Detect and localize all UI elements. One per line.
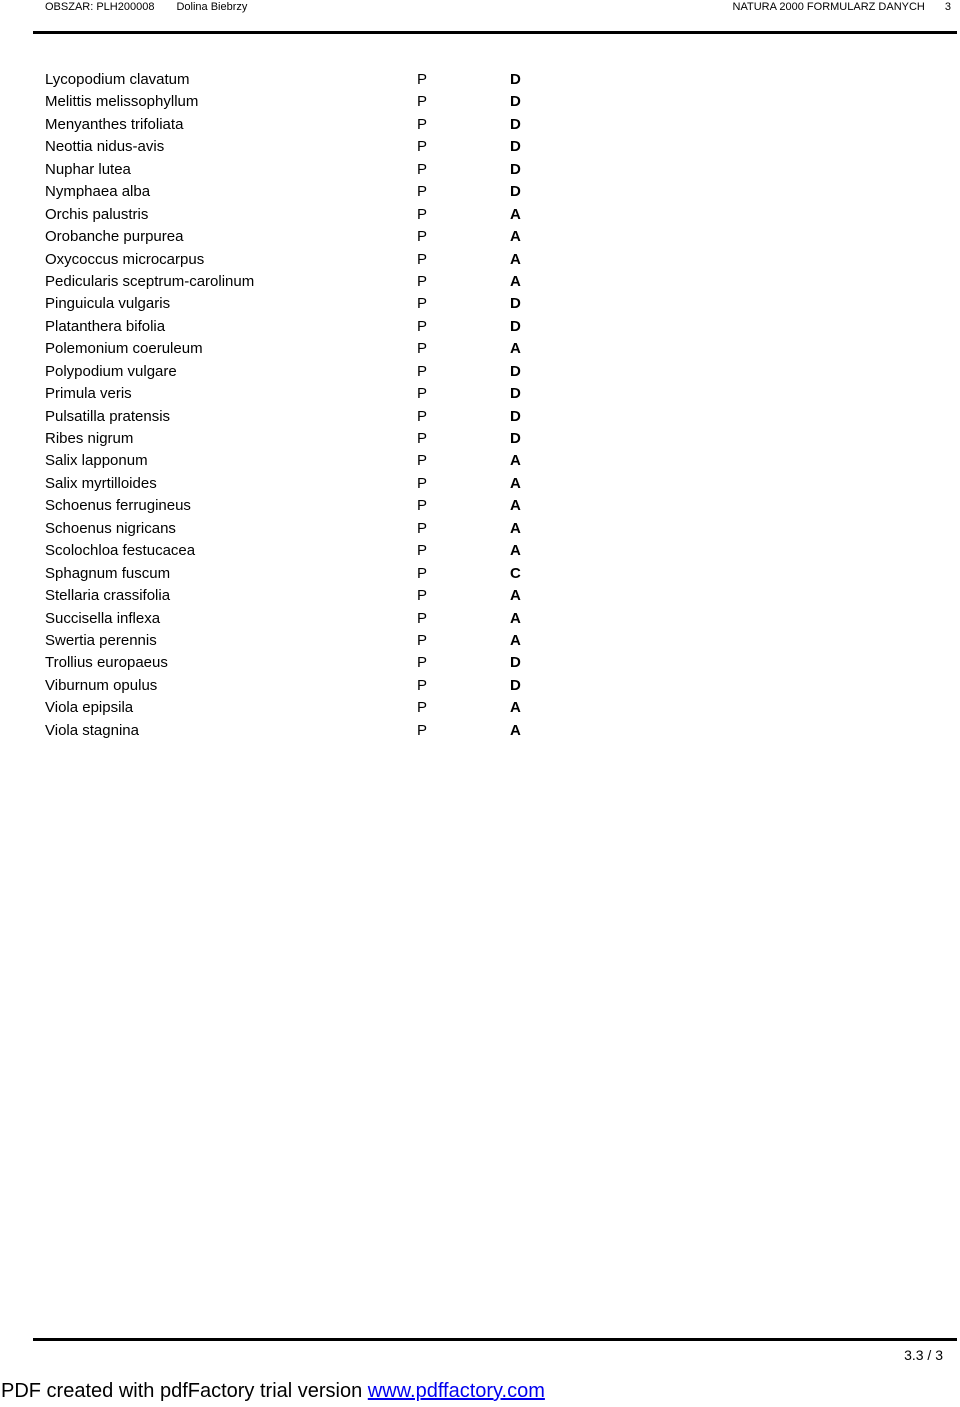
species-name: Lycopodium clavatum — [45, 71, 190, 88]
population-type: P — [417, 228, 428, 246]
population-type: P — [417, 250, 428, 268]
species-name: Sphagnum fuscum — [45, 564, 171, 582]
grade-value: D — [510, 160, 521, 178]
grade-value: A — [510, 272, 521, 290]
grade-value: D — [510, 362, 521, 380]
header-right — [733, 0, 951, 14]
species-name: Schoenus nigricans — [45, 519, 176, 537]
population-type: P — [417, 452, 428, 470]
population-type: P — [417, 362, 428, 380]
header-page-number: 3 — [944, 1, 951, 13]
species-name: Pedicularis sceptrum-carolinum — [45, 272, 255, 290]
grade-value: A — [510, 205, 521, 223]
population-type: P — [417, 385, 428, 403]
population-type: P — [417, 676, 428, 694]
species-name: Polypodium vulgare — [45, 362, 177, 380]
grade-value: A — [510, 542, 521, 560]
species-name: Salix lapponum — [45, 452, 148, 470]
population-type: P — [417, 407, 428, 425]
population-type: P — [417, 160, 428, 178]
population-type: P — [417, 609, 428, 627]
header-left — [45, 0, 247, 14]
grade-value: A — [510, 519, 521, 537]
species-name: Viburnum opulus — [45, 676, 158, 694]
species-name: Viola epipsila — [45, 699, 134, 717]
species-name: Schoenus ferrugineus — [45, 497, 191, 515]
grade-value: D — [510, 430, 521, 447]
grade-value: D — [510, 93, 521, 111]
grade-value: A — [510, 340, 521, 358]
population-type: P — [417, 699, 428, 717]
species-name: Oxycoccus microcarpus — [45, 250, 205, 268]
species-name: Menyanthes trifoliata — [45, 115, 184, 133]
population-type: P — [417, 519, 428, 537]
population-type: P — [417, 205, 428, 223]
species-name: Orchis palustris — [45, 205, 149, 223]
population-type: P — [417, 587, 428, 605]
population-type: P — [417, 721, 428, 739]
species-name: Swertia perennis — [45, 631, 157, 649]
population-type: P — [417, 497, 428, 515]
population-type: P — [417, 631, 428, 649]
grade-value: D — [510, 138, 521, 156]
species-name: Viola stagnina — [45, 721, 139, 739]
population-type: P — [417, 93, 428, 111]
species-name: Trollius europaeus — [45, 654, 168, 672]
population-type: P — [417, 340, 428, 358]
grade-value: D — [510, 71, 521, 88]
species-name: Scolochloa festucacea — [45, 542, 196, 560]
species-name: Orobanche purpurea — [45, 228, 184, 246]
grade-value: A — [510, 228, 521, 246]
species-name: Stellaria crassifolia — [45, 587, 171, 605]
species-name: Platanthera bifolia — [45, 317, 166, 335]
grade-value: D — [510, 115, 521, 133]
population-type: P — [417, 430, 428, 447]
site-name: Dolina Biebrzy — [176, 1, 248, 13]
population-type: P — [417, 138, 428, 156]
species-name: Melittis melissophyllum — [45, 93, 199, 111]
grade-value: A — [510, 721, 521, 739]
footer-text: PDF created with pdfFactory trial version — [1, 1380, 368, 1402]
grade-value: D — [510, 385, 521, 403]
grade-value: C — [510, 564, 521, 582]
population-type: P — [417, 71, 428, 88]
grade-value: D — [510, 407, 521, 425]
species-name: Pulsatilla pratensis — [45, 407, 171, 425]
species-name: Polemonium coeruleum — [45, 340, 203, 358]
pdf-footer — [1, 1379, 545, 1403]
grade-value: A — [510, 631, 521, 649]
grade-value: D — [510, 317, 521, 335]
bottom-divider — [33, 1338, 957, 1341]
species-name: Nymphaea alba — [45, 183, 151, 201]
area-code: OBSZAR: PLH200008 — [45, 1, 155, 13]
population-type: P — [417, 183, 428, 201]
page-header — [0, 0, 960, 14]
species-name: Ribes nigrum — [45, 430, 134, 447]
population-type: P — [417, 564, 428, 582]
population-type: P — [417, 474, 428, 492]
population-type: P — [417, 317, 428, 335]
species-name: Succisella inflexa — [45, 609, 161, 627]
population-type: P — [417, 542, 428, 560]
grade-value: A — [510, 609, 521, 627]
species-name: Nuphar lutea — [45, 160, 131, 178]
species-name: Pinguicula vulgaris — [45, 295, 171, 313]
population-type: P — [417, 115, 428, 133]
section-page-number: 3.3 / 3 — [904, 1347, 943, 1363]
grade-value: A — [510, 250, 521, 268]
population-type: P — [417, 272, 428, 290]
grade-value: A — [510, 699, 521, 717]
grade-value: D — [510, 295, 521, 313]
species-name: Salix myrtilloides — [45, 474, 157, 492]
grade-value: A — [510, 474, 521, 492]
top-divider — [33, 31, 957, 34]
grade-value: D — [510, 654, 521, 672]
population-type: P — [417, 654, 428, 672]
grade-value: D — [510, 183, 521, 201]
grade-value: A — [510, 587, 521, 605]
species-name: Neottia nidus-avis — [45, 138, 165, 156]
form-title: NATURA 2000 FORMULARZ DANYCH — [732, 1, 925, 13]
footer-link[interactable]: www.pdffactory.com — [367, 1380, 545, 1402]
grade-value: A — [510, 497, 521, 515]
grade-value: D — [510, 676, 521, 694]
grade-value: A — [510, 452, 521, 470]
population-type: P — [417, 295, 428, 313]
species-name: Primula veris — [45, 385, 132, 403]
